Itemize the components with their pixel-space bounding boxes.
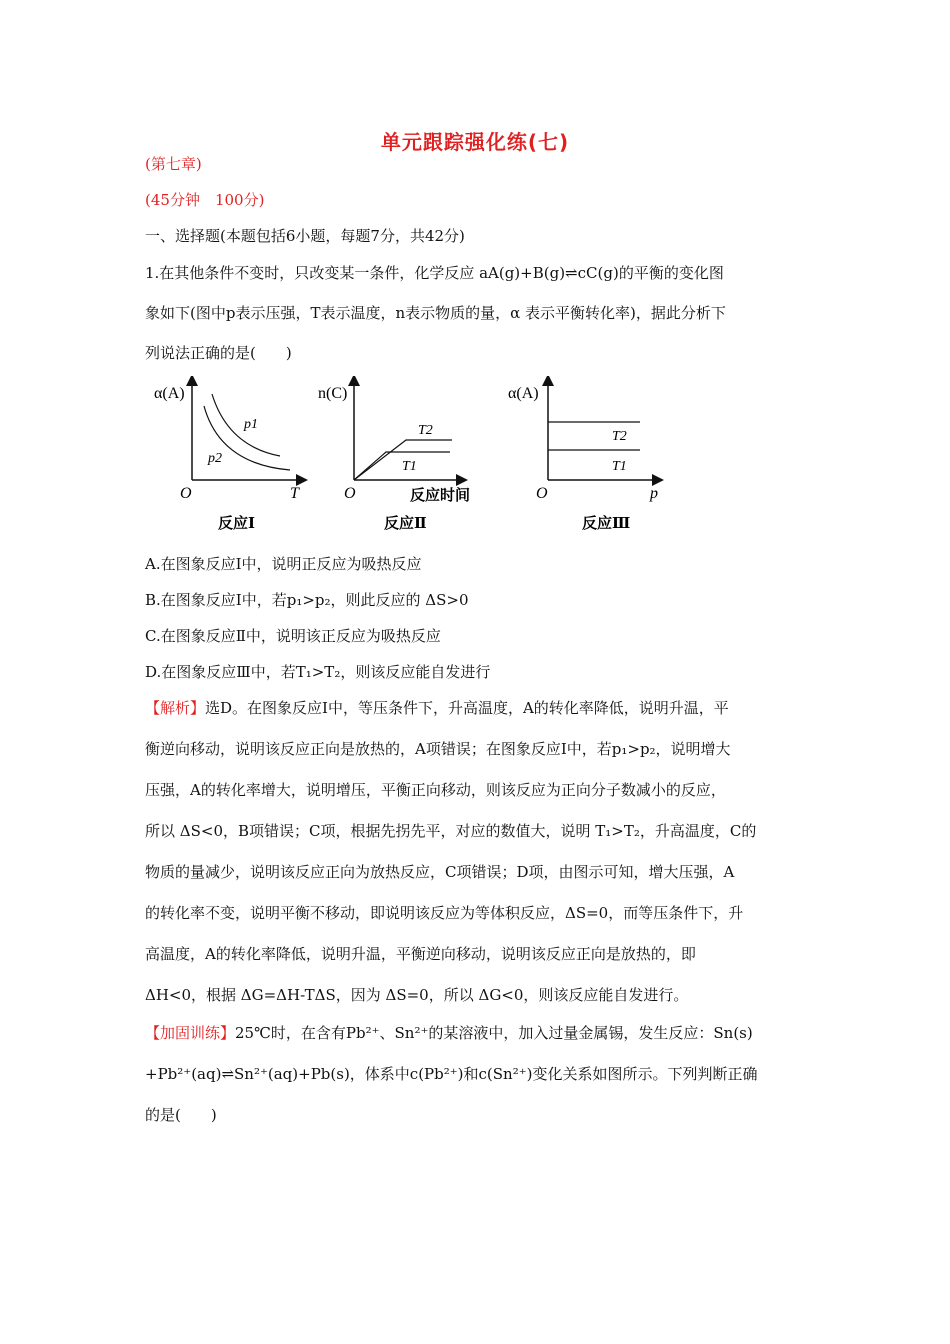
analysis-line-6: 的转化率不变，说明平衡不移动，即说明该反应为等体积反应，ΔS=0，而等压条件下，升: [145, 904, 744, 922]
graph-reaction-3: [508, 380, 658, 532]
graph-1-caption: 反应Ⅰ: [218, 516, 256, 532]
graph-2-caption: 反应Ⅱ: [384, 516, 427, 532]
time-score-label: (45分钟 100分): [145, 191, 265, 209]
graph-2-curve-label-lower: T1: [402, 459, 417, 474]
question-1-line-2: 象如下(图中p表示压强，T表示温度，n表示物质的量，α 表示平衡转化率)，据此分析下: [145, 304, 726, 322]
graph-3-line-label-lower: T1: [612, 459, 627, 474]
graph-reaction-1: [154, 380, 302, 532]
reinforce-line-3: 的是( ): [145, 1106, 217, 1124]
graph-1-origin: O: [180, 485, 192, 502]
graph-2-y-label: n(C): [318, 385, 348, 402]
option-a: A.在图象反应Ⅰ中，说明正反应为吸热反应: [145, 555, 422, 573]
question-1-line-1: 1.在其他条件不变时，只改变某一条件，化学反应 aA(g)+B(g)⇌cC(g)的平衡的变化图: [145, 264, 724, 282]
page-title: 单元跟踪强化练(七): [380, 130, 570, 154]
reinforce-text-1: 25℃时，在含有Pb²⁺、Sn²⁺的某溶液中，加入过量金属锡，发生反应：Sn(s): [235, 1024, 753, 1042]
option-d: D.在图象反应Ⅲ中，若T₁>T₂，则该反应能自发进行: [145, 663, 491, 681]
analysis-line-5: 物质的量减少，说明该反应正向为放热反应，C项错误；D项，由图示可知，增大压强，A: [145, 863, 735, 881]
graph-2-curve-label-upper: T2: [418, 423, 433, 438]
analysis-line-8: ΔH<0，根据 ΔG=ΔH-TΔS，因为 ΔS=0，所以 ΔG<0，则该反应能自发进行。: [145, 986, 689, 1004]
graph-2-origin: O: [344, 485, 356, 502]
graph-3-line-label-upper: T2: [612, 429, 627, 444]
option-b: B.在图象反应Ⅰ中，若p₁>p₂，则此反应的 ΔS>0: [145, 591, 469, 609]
graph-1-curve-label-upper: p1: [244, 417, 258, 432]
question-1-line-3: 列说法正确的是( ): [145, 344, 292, 362]
analysis-tag: 【解析】: [145, 699, 206, 717]
graph-3-origin: O: [536, 485, 548, 502]
graph-3-y-label: α(A): [508, 385, 539, 402]
reinforce-tag: 【加固训练】: [145, 1024, 236, 1042]
analysis-line-4: 所以 ΔS<0，B项错误；C项，根据先拐先平，对应的数值大，说明 T₁>T₂，升高温度，C的: [145, 822, 757, 840]
graph-1-curve-label-lower: p2: [208, 451, 222, 466]
reinforce-line-1: [145, 1022, 753, 1043]
analysis-line-7: 高温度，A的转化率降低，说明升温，平衡逆向移动，说明该反应正向是放热的，即: [145, 945, 696, 963]
graph-reaction-2: [318, 380, 470, 532]
graph-2-x-label: 反应时间: [410, 488, 471, 504]
graph-3-x-label: p: [650, 485, 658, 502]
option-c: C.在图象反应Ⅱ中，说明该正反应为吸热反应: [145, 627, 441, 645]
section-heading: 一、选择题(本题包括6小题，每题7分，共42分): [145, 227, 465, 245]
graph-1-y-label: α(A): [154, 385, 185, 402]
graph-1-x-label: T: [290, 485, 299, 502]
reaction-graphs-figure: [140, 376, 700, 546]
reinforce-line-2: +Pb²⁺(aq)⇌Sn²⁺(aq)+Pb(s)，体系中c(Pb²⁺)和c(Sn²⁺)变化关系如图所示。下列判断正确: [145, 1065, 758, 1083]
analysis-line-2: 衡逆向移动，说明该反应正向是放热的，A项错误；在图象反应Ⅰ中，若p₁>p₂，说明增大: [145, 740, 731, 758]
graph-3-caption: 反应Ⅲ: [582, 516, 631, 532]
analysis-text-1: 选D。在图象反应Ⅰ中，等压条件下，升高温度，A的转化率降低，说明升温，平: [205, 699, 729, 717]
chapter-label: (第七章): [145, 155, 202, 173]
analysis-line-3: 压强，A的转化率增大，说明增压，平衡正向移动，则该反应为正向分子数减小的反应，: [145, 781, 726, 799]
analysis-line-1: [145, 697, 729, 718]
